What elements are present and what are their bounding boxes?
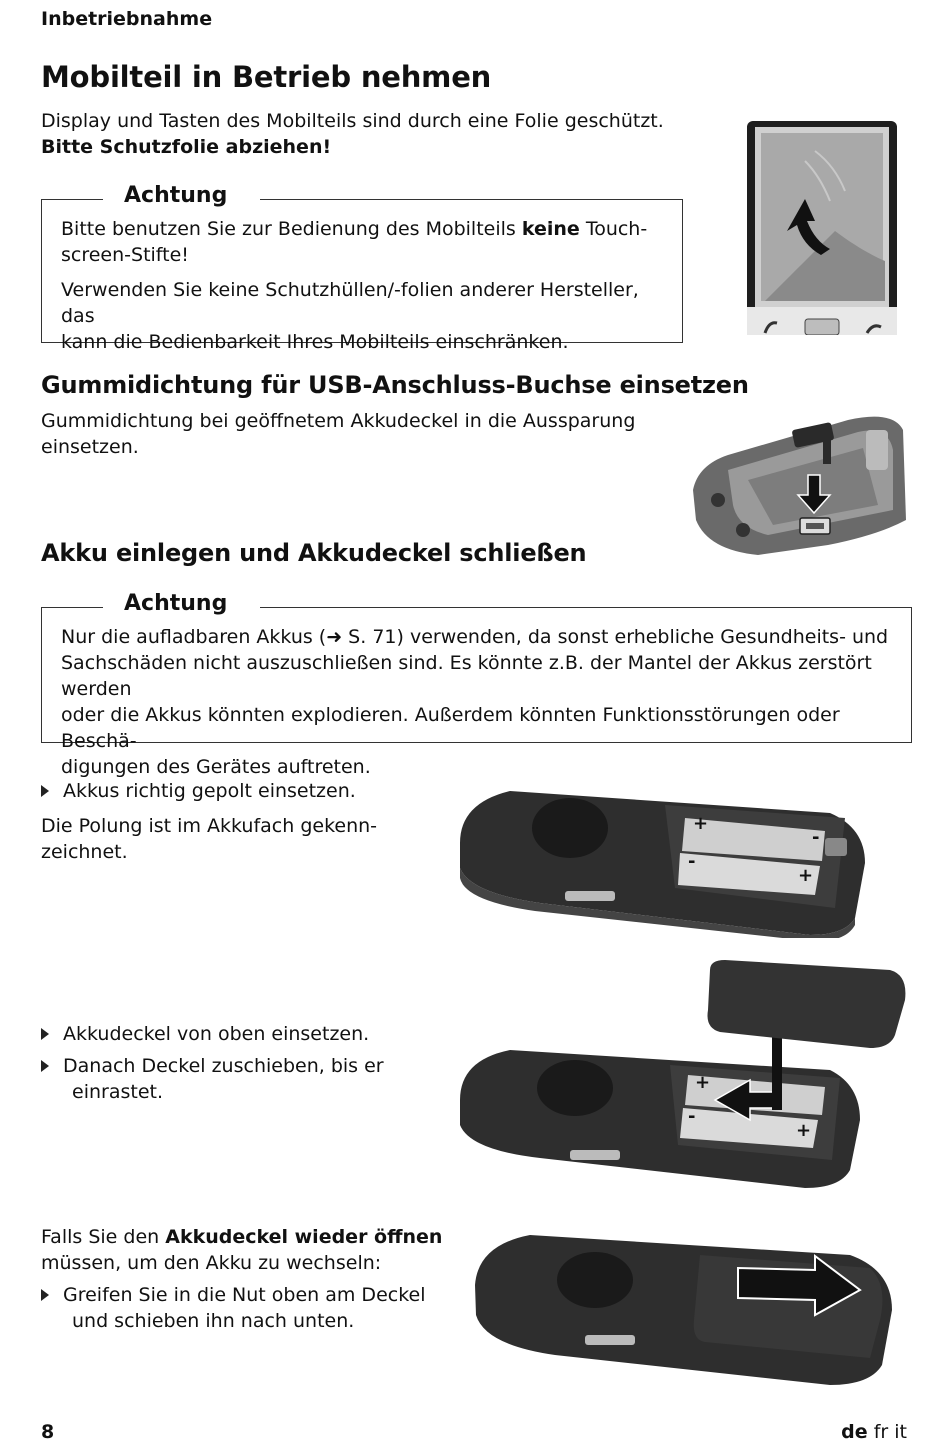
warn1-p1-c: Touch- — [579, 218, 648, 240]
page-number: 8 — [41, 1421, 55, 1443]
section-title-mobilteil: Mobilteil in Betrieb nehmen — [41, 60, 492, 94]
language-current: de — [841, 1421, 868, 1443]
phone-display-illustration — [745, 121, 899, 335]
step4-line-1: Greifen Sie in die Nut oben am Deckel — [63, 1284, 426, 1306]
open-line-2: müssen, um den Akku zu wechseln: — [41, 1252, 382, 1274]
step3-line-1: Danach Deckel zuschieben, bis er — [63, 1055, 384, 1077]
warn2-l3: oder die Akkus könnten explodieren. Außerdem könnten Funktionsstörungen oder Beschä- — [61, 704, 840, 752]
triangle-right-icon — [41, 1289, 49, 1301]
polung-line-2: zeichnet. — [41, 841, 128, 863]
warn2-l2: Sachschäden nicht auszuschließen sind. Es könnte z.B. der Mantel der Akkus zerstört werden — [61, 652, 872, 700]
gummi-line-2: einsetzen. — [41, 436, 139, 458]
warning-title-1: Achtung — [104, 183, 247, 208]
arrow-right-icon: ➜ — [326, 626, 343, 648]
cover-open-illustration — [470, 1230, 900, 1390]
triangle-right-icon — [41, 1060, 49, 1072]
gummi-line-1: Gummidichtung bei geöffnetem Akkudeckel in die Aussparung — [41, 410, 636, 432]
svg-text:+: + — [796, 1120, 812, 1141]
svg-text:+: + — [798, 865, 814, 886]
warn2-l4: digungen des Gerätes auftreten. — [61, 756, 371, 778]
open-cover-text — [41, 1224, 442, 1276]
svg-text:-: - — [688, 1106, 696, 1127]
warn1-p1-d: screen-Stifte! — [61, 244, 189, 266]
warning-text-2 — [61, 624, 901, 780]
warning-box-2 — [41, 591, 912, 778]
intro-text — [41, 108, 664, 160]
polung-line-1: Die Polung ist im Akkufach gekenn- — [41, 815, 378, 837]
open-b: Akkudeckel wieder öffnen — [165, 1226, 443, 1248]
svg-text:+: + — [693, 813, 709, 834]
gummidichtung-text — [41, 408, 635, 460]
svg-text:-: - — [812, 827, 820, 848]
intro-line-2: Bitte Schutzfolie abziehen! — [41, 136, 332, 158]
step4-line-2: und schieben ihn nach unten. — [72, 1310, 355, 1332]
section-title-akku: Akku einlegen und Akkudeckel schließen — [41, 539, 587, 567]
warn1-p1-a: Bitte benutzen Sie zur Bedienung des Mobilteils — [61, 218, 522, 240]
step-akkus-einsetzen — [41, 778, 356, 804]
usb-seal-illustration — [688, 410, 908, 555]
warning-title-2: Achtung — [104, 591, 247, 616]
warn1-p2-b: kann die Bedienbarkeit Ihres Mobilteils einschränken. — [61, 331, 569, 353]
intro-line-1: Display und Tasten des Mobilteils sind durch eine Folie geschützt. — [41, 110, 664, 132]
step-deckel-einsetzen — [41, 1021, 369, 1047]
warning-text-1 — [61, 216, 668, 355]
open-a: Falls Sie den — [41, 1226, 166, 1248]
warn2-l1-a: Nur die aufladbaren Akkus ( — [61, 626, 327, 648]
step-deckel-zuschieben — [41, 1053, 384, 1105]
warn1-p1-b: keine — [521, 218, 580, 240]
step2-text: Akkudeckel von oben einsetzen. — [63, 1023, 370, 1045]
language-indicator — [841, 1421, 907, 1443]
warning-box-1 — [41, 183, 683, 353]
triangle-right-icon — [41, 1028, 49, 1040]
language-other: fr it — [873, 1421, 907, 1443]
battery-insert-illustration — [450, 783, 870, 938]
section-title-gummidichtung: Gummidichtung für USB-Anschluss-Buchse einsetzen — [41, 371, 749, 399]
step3-line-2: einrastet. — [72, 1081, 163, 1103]
polung-text — [41, 813, 377, 865]
step-deckel-oeffnen — [41, 1282, 426, 1334]
svg-text:-: - — [688, 851, 696, 872]
warn2-l1-b: S. 71) verwenden, da sonst erhebliche Gesundheits- und — [342, 626, 889, 648]
step1-text: Akkus richtig gepolt einsetzen. — [63, 780, 356, 802]
triangle-right-icon — [41, 785, 49, 797]
cover-insert-illustration — [450, 960, 910, 1200]
svg-text:+: + — [695, 1072, 711, 1093]
warn1-p2-a: Verwenden Sie keine Schutzhüllen/-folien anderer Hersteller, das — [61, 279, 639, 327]
running-header: Inbetriebnahme — [41, 8, 213, 30]
